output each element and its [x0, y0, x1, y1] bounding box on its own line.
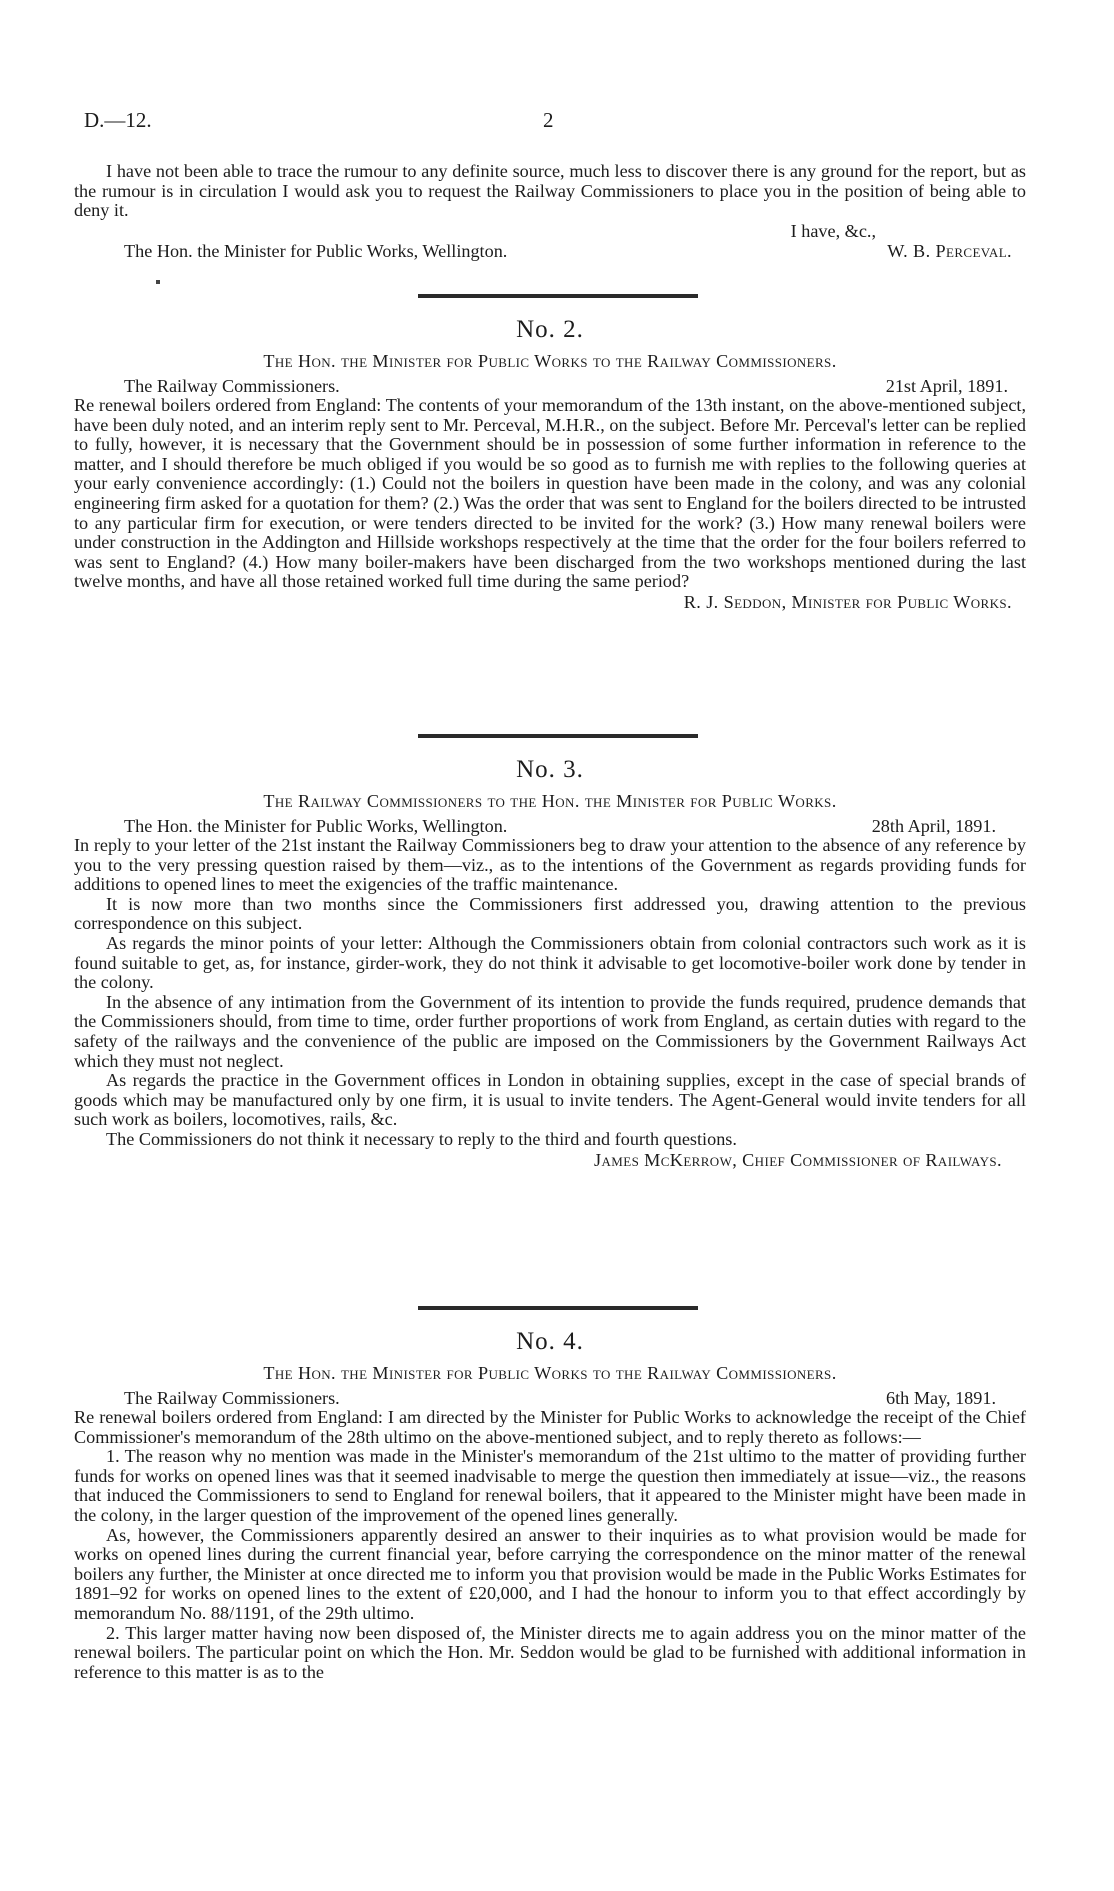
doc-reference: D.—12. [84, 108, 152, 132]
opening-letter-closing: I have, &c., [790, 220, 876, 241]
section-divider [418, 734, 698, 738]
letter-date: 28th April, 1891. [871, 816, 996, 836]
letter-signature: R. J. Seddon, Minister for Public Works. [683, 591, 1012, 612]
page-number: 2 [543, 108, 554, 132]
section-no2 [74, 316, 1026, 612]
section-heading: The Hon. the Minister for Public Works to the Railway Commissioners. [263, 351, 837, 371]
stray-mark [156, 280, 160, 284]
letter-paragraph: 2. This larger matter having now been disposed of, the Minister directs me to again address you on the minor matter of the renewal boilers. The particular point on which the Hon. Mr. Seddon would be glad to be furnished with additional information in reference to this matter is as to the [74, 1622, 1026, 1682]
section-number: No. 3. [516, 756, 584, 783]
letter-addressee: The Railway Commissioners. [124, 1388, 340, 1408]
page-header [74, 108, 1026, 142]
section-no4 [74, 1328, 1026, 1682]
letter-paragraph: As regards the practice in the Government offices in London in obtaining supplies, except in the case of special brands of goods which may be manufactured only by one firm, it is usual to invite tenders. The Agent-General would invite tenders for all such work as boilers, locomotives, rails, &c. [74, 1070, 1026, 1130]
letter-addressee: The Hon. the Minister for Public Works, Wellington. [124, 816, 508, 836]
section-heading: The Railway Commissioners to the Hon. the Minister for Public Works. [263, 791, 837, 811]
letter-date: 6th May, 1891. [886, 1388, 996, 1408]
letter-paragraph: 1. The reason why no mention was made in the Minister's memorandum of the 21st ultimo to the matter of providing further funds for works on opened lines was that it seemed inadvisable to merge the question then immediately at issue—viz., the reasons that induced the Commissioners to send to England for renewal boilers, that it appeared to the Minister might have been made in the colony, in the larger question of the improvement of the opened lines generally. [74, 1446, 1026, 1525]
section-divider [418, 1306, 698, 1310]
opening-letter-signature: W. B. Perceval. [887, 240, 1012, 261]
letter-paragraph: As, however, the Commissioners apparently desired an answer to their inquiries as to what provision would be made for works on opened lines during the current financial year, before carrying the correspondence on the minor matter of the renewal boilers any further, the Minister at once directed me to inform you that provision would be made in the Public Works Estimates for 1891–92 for works on opened lines to the extent of £20,000, and I had the honour to inform you to that effect accordingly by memorandum No. 88/1191, of the 29th ultimo. [74, 1524, 1026, 1623]
letter-paragraph: In reply to your letter of the 21st instant the Railway Commissioners beg to draw your attention to the absence of any reference by you to the very pressing question raised by them—viz., as to the intentions of the Government as regards providing funds for additions to opened lines to meet the exigencies of the traffic maintenance. [74, 835, 1026, 895]
opening-letter [74, 162, 1026, 261]
opening-letter-text: I have not been able to trace the rumour to any definite source, much less to discover there is any ground for the report, but as the rumour is in circulation I would ask you to request the Railway Commissioners to place you in the position of being able to deny it. [74, 161, 1026, 221]
letter-paragraph: As regards the minor points of your letter: Although the Commissioners obtain from colonial contractors such work as it is found suitable to get, as, for instance, girder-work, they do not think it advisable to get locomotive-boiler work done by tender in the colony. [74, 932, 1026, 993]
letter-paragraph: Re renewal boilers ordered from England: I am directed by the Minister for Public Works to acknowledge the receipt of the Chief Commissioner's memorandum of the 28th ultimo on the above-mentioned subject, and to reply thereto as follows:— [74, 1407, 1026, 1447]
letter-paragraph: The Commissioners do not think it necessary to reply to the third and fourth questions. [106, 1128, 737, 1149]
letter-paragraph: It is now more than two months since the Commissioners first addressed you, drawing attention to the previous correspondence on this subject. [74, 893, 1026, 934]
section-no3 [74, 756, 1026, 1170]
letter-date: 21st April, 1891. [885, 376, 1008, 396]
section-number: No. 4. [516, 1328, 584, 1355]
letter-body: Re renewal boilers ordered from England: The contents of your memorandum of the 13th instant, on the above-mentioned subject, have been duly noted, and an interim reply sent to Mr. Perceval, M.H.R., on the subject. Before Mr. Perceval's letter can be replied to fully, however, it is necessary that the Government should be in possession of some further information in reference to the matter, and I should therefore be much obliged if you would be so good as to furnish me with replies to the following queries at your early convenience accordingly: (1.) Could not the boilers in question have been made in the colony, and was any colonial engineering firm asked for a quotation for them? (2.) Was the order that was sent to England for the boilers directed to be intrusted to any particular firm for execution, or were tenders directed to be invited for the work? (3.) How many renewal boilers were under construction in the Addington and Hillside workshops respectively at the time that the order for the four boilers referred to was sent to England? (4.) How many boiler-makers have been discharged from the two workshops mentioned during the last twelve months, and have all those retained worked full time during the same period? [74, 395, 1026, 592]
letter-addressee: The Railway Commissioners. [124, 376, 340, 396]
section-heading: The Hon. the Minister for Public Works to the Railway Commissioners. [263, 1363, 837, 1383]
section-divider [418, 294, 698, 298]
letter-paragraph: In the absence of any intimation from the Government of its intention to provide the funds required, prudence demands that the Commissioners should, from time to time, order further proportions of work from England, as certain duties with regard to the safety of the railways and the convenience of the public are imposed on the Commissioners by the Government Railways Act which they must not neglect. [74, 991, 1026, 1071]
opening-letter-addressee: The Hon. the Minister for Public Works, Wellington. [124, 240, 508, 261]
section-number: No. 2. [516, 316, 584, 343]
letter-signature: James McKerrow, Chief Commissioner of Railways. [594, 1149, 1002, 1170]
